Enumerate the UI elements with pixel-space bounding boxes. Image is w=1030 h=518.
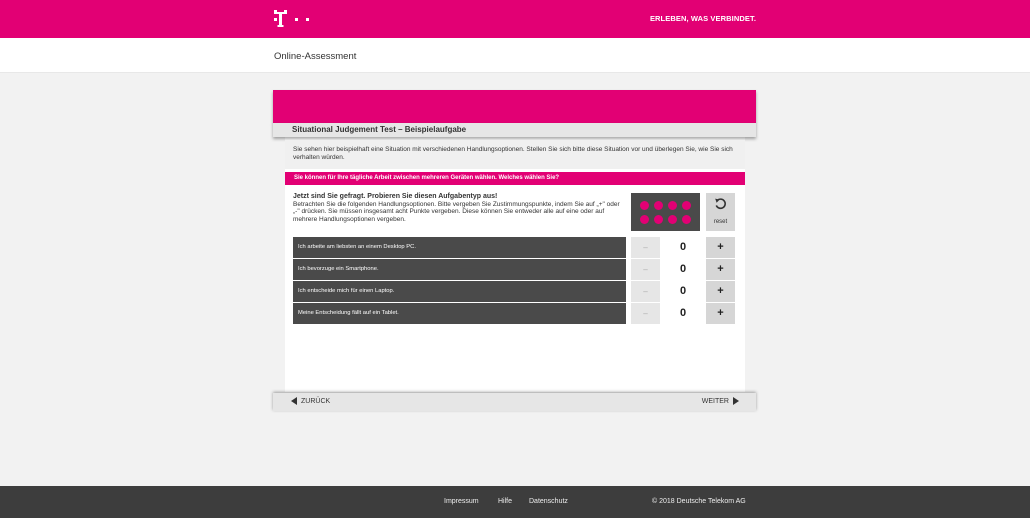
points-remaining — [631, 193, 700, 231]
point-dot — [668, 215, 677, 224]
option-value: 0 — [679, 263, 687, 275]
option-value: 0 — [679, 307, 687, 319]
back-button[interactable] — [291, 397, 330, 405]
option-value: 0 — [679, 285, 687, 297]
plus-button[interactable]: + — [706, 303, 735, 324]
question-text: Sie können für Ihre tägliche Arbeit zwischen mehreren Geräten wählen. Welches wählen Sie? — [294, 175, 560, 181]
option-label: Ich arbeite am liebsten an einem Desktop PC. — [298, 244, 416, 250]
telekom-logo[interactable] — [272, 9, 320, 29]
option-label: Meine Entscheidung fällt auf ein Tablet. — [298, 310, 399, 316]
sub-header — [0, 38, 1030, 73]
intro-text: Sie sehen hier beispielhaft eine Situation mit verschiedenen Handlungsoptionen. Stellen Sie sich bitte diese Situation vor und überlegen Sie, wie Sie sich verhalten würden. — [293, 146, 733, 161]
plus-button[interactable]: + — [706, 259, 735, 280]
point-dot — [682, 215, 691, 224]
minus-button[interactable]: – — [631, 259, 660, 280]
navigation-bar — [273, 393, 756, 411]
tagline: ERLEBEN, WAS VERBINDET. — [649, 14, 756, 23]
top-bar — [0, 0, 1030, 38]
option-row — [293, 237, 626, 258]
option-row — [293, 281, 626, 302]
plus-button[interactable]: + — [706, 237, 735, 258]
reset-label: reset — [713, 219, 728, 225]
minus-button[interactable]: – — [631, 281, 660, 302]
footer-link-impressum[interactable]: Impressum — [444, 498, 479, 505]
instructions — [293, 193, 623, 223]
arrow-right-icon — [733, 397, 739, 405]
point-dot — [654, 201, 663, 210]
footer-link-hilfe[interactable]: Hilfe — [498, 498, 513, 505]
reset-icon — [714, 197, 727, 210]
reset-button[interactable] — [706, 193, 735, 231]
page-title: Online-Assessment — [274, 51, 357, 62]
point-dot — [640, 201, 649, 210]
arrow-left-icon — [291, 397, 297, 405]
back-label: ZURÜCK — [301, 397, 331, 405]
point-dot — [640, 215, 649, 224]
option-row — [293, 259, 626, 280]
next-button[interactable] — [702, 397, 739, 405]
plus-button[interactable]: + — [706, 281, 735, 302]
copyright: © 2018 Deutsche Telekom AG — [652, 498, 746, 505]
point-dot — [682, 201, 691, 210]
panel-subtitle: Situational Judgement Test – Beispielaufgabe — [292, 125, 467, 134]
point-dot — [668, 201, 677, 210]
footer-link-datenschutz[interactable]: Datenschutz — [529, 498, 568, 505]
footer — [0, 486, 1030, 518]
minus-button[interactable]: – — [631, 237, 660, 258]
instructions-title: Jetzt sind Sie gefragt. Probieren Sie diesen Aufgabentyp aus! — [293, 193, 498, 200]
minus-button[interactable]: – — [631, 303, 660, 324]
instructions-text: Betrachten Sie die folgenden Handlungsoptionen. Bitte vergeben Sie Zustimmungspunkte, indem Sie auf „+" oder „-" drücken. Sie müssen insgesamt acht Punkte vergeben. Diese können Sie entweder alle auf eine oder auf mehrere Handlungsoptionen vergeben. — [293, 200, 620, 223]
option-value: 0 — [679, 241, 687, 253]
panel-header — [273, 90, 756, 123]
panel-subtitle-bar — [273, 123, 756, 137]
option-label: Ich entscheide mich für einen Laptop. — [298, 288, 395, 294]
option-row — [293, 303, 626, 324]
intro-box — [285, 141, 745, 169]
point-dot — [654, 215, 663, 224]
question-bar — [285, 172, 745, 185]
next-label: WEITER — [701, 397, 729, 405]
option-label: Ich bevorzuge ein Smartphone. — [298, 266, 379, 272]
